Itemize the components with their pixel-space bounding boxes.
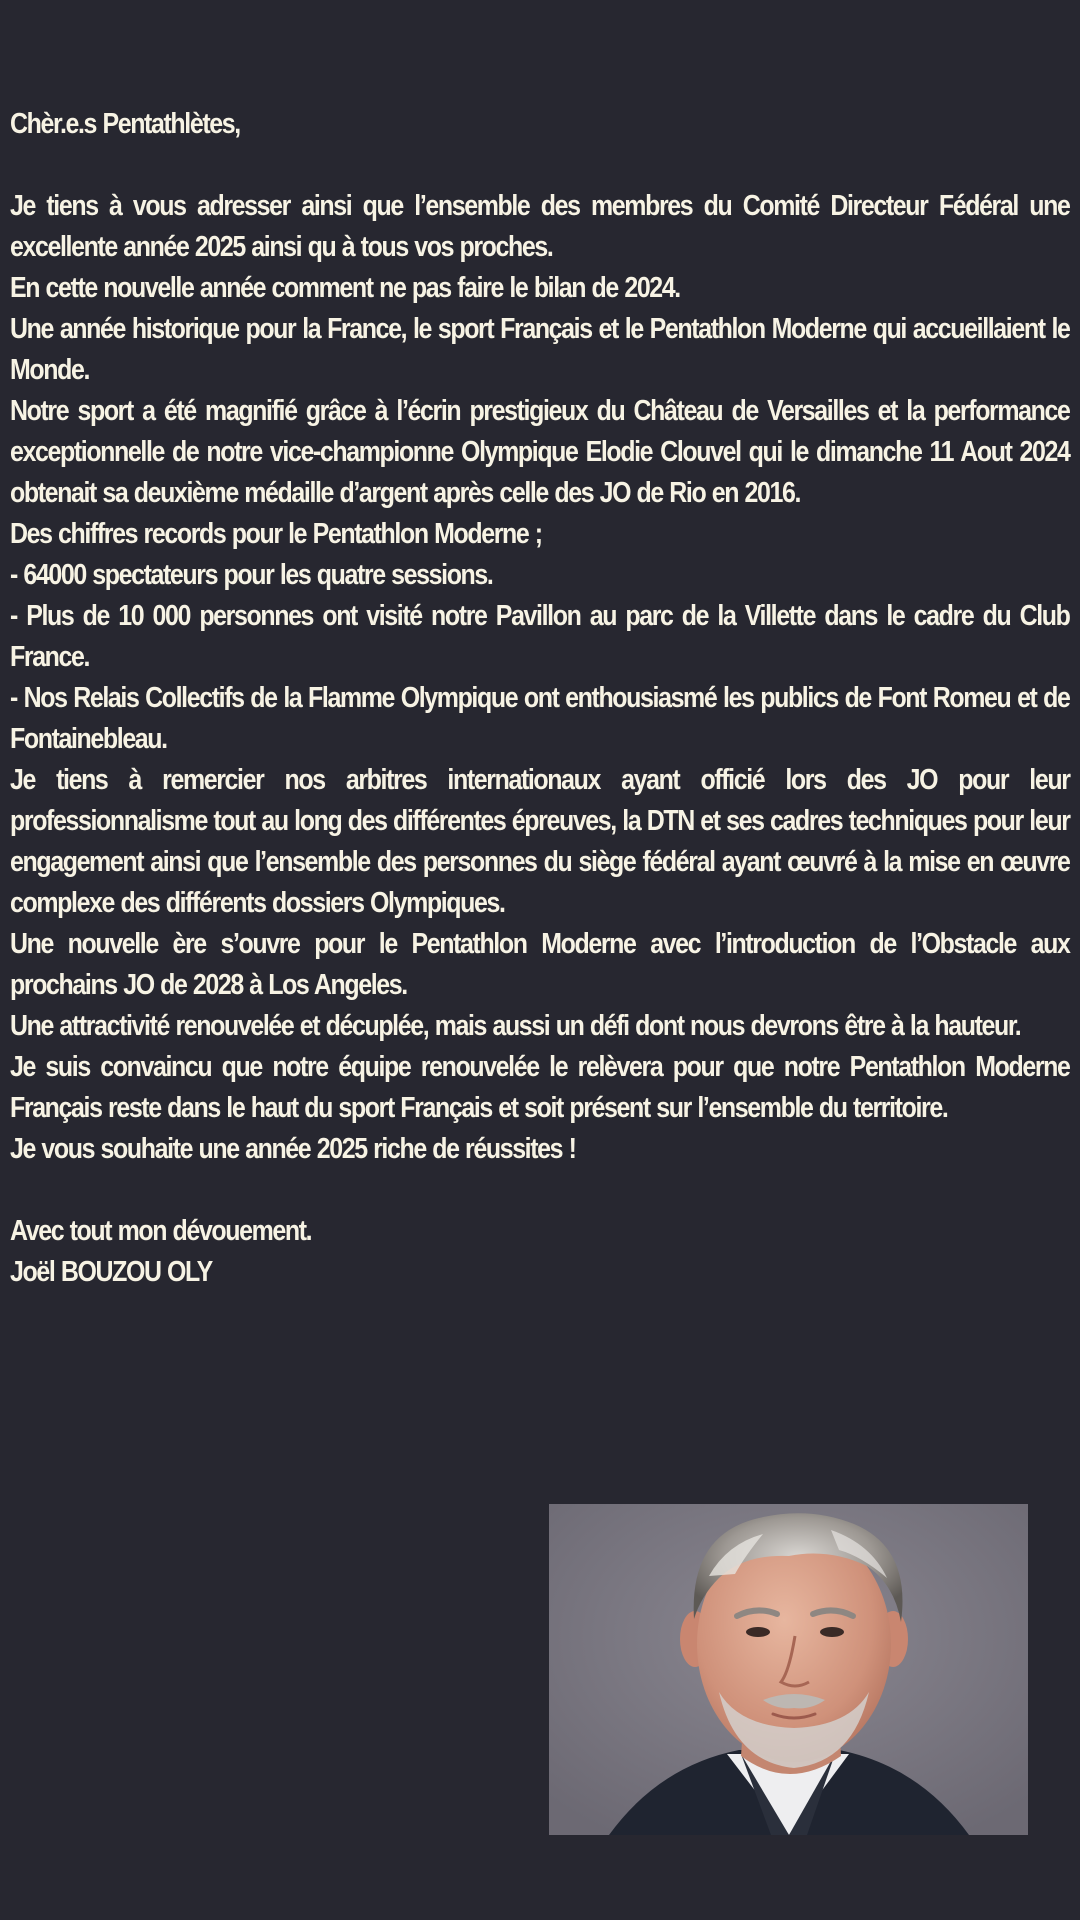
paragraph-wish-success: Je vous souhaite une année 2025 riche de réussites ! bbox=[10, 1133, 576, 1165]
portrait-illustration bbox=[549, 1504, 1028, 1835]
paragraph-thanks: Je tiens à remercier nos arbitres internationaux ayant officié lors des JO pour leur professionnalisme tout au long des différentes épreuves, la DTN et ses cadres techniques pour leur engagement ainsi que l’ensemble des personnes du siège fédéral ayant œuvré à la mise en œuvre complexe des différents dossiers Olympiques. bbox=[10, 764, 1070, 919]
portrait-photo bbox=[549, 1504, 1028, 1835]
paragraph-historic-year: Une année historique pour la France, le sport Français et le Pentathlon Moderne qui accueillaient le Monde. bbox=[10, 313, 1070, 386]
letter-text bbox=[10, 104, 1070, 1293]
letter-paragraphs bbox=[10, 186, 1070, 1170]
closing-line: Avec tout mon dévouement. bbox=[10, 1215, 312, 1247]
paragraph-pavillon: - Plus de 10 000 personnes ont visité notre Pavillon au parc de la Villette dans le cadre du Club France. bbox=[10, 600, 1070, 673]
paragraph-records-intro: Des chiffres records pour le Pentathlon Moderne ; bbox=[10, 518, 542, 550]
paragraph-review-2024: En cette nouvelle année comment ne pas faire le bilan de 2024. bbox=[10, 272, 680, 304]
paragraph-spectators: - 64000 spectateurs pour les quatre sessions. bbox=[10, 559, 493, 591]
paragraph-new-era: Une nouvelle ère s’ouvre pour le Pentathlon Moderne avec l’introduction de l’Obstacle aux prochains JO de 2028 à Los Angeles. bbox=[10, 928, 1070, 1001]
paragraph-challenge: Une attractivité renouvelée et décuplée, mais aussi un défi dont nous devrons être à la hauteur. bbox=[10, 1010, 1021, 1042]
paragraph-relais: - Nos Relais Collectifs de la Flamme Olympique ont enthousiasmé les publics de Font Romeu et de Fontainebleau. bbox=[10, 682, 1070, 755]
closing-block bbox=[10, 1211, 1070, 1293]
signature: Joël BOUZOU OLY bbox=[10, 1256, 212, 1288]
paragraph-wishes: Je tiens à vous adresser ainsi que l’ensemble des membres du Comité Directeur Fédéral une excellente année 2025 ainsi qu à tous vos proches. bbox=[10, 190, 1070, 263]
letter-body bbox=[10, 104, 1070, 1293]
paragraph-versailles: Notre sport a été magnifié grâce à l’écrin prestigieux du Château de Versailles et la performance exceptionnelle de notre vice-championne Olympique Elodie Clouvel qui le dimanche 11 Aout 2024 obtenait sa deuxième médaille d’argent après celle des JO de Rio en 2016. bbox=[10, 395, 1070, 509]
paragraph-team: Je suis convaincu que notre équipe renouvelée le relèvera pour que notre Pentathlon Moderne Français reste dans le haut du sport Français et soit présent sur l’ensemble du territoire. bbox=[10, 1051, 1070, 1124]
greeting: Chèr.e.s Pentathlètes, bbox=[10, 108, 240, 140]
